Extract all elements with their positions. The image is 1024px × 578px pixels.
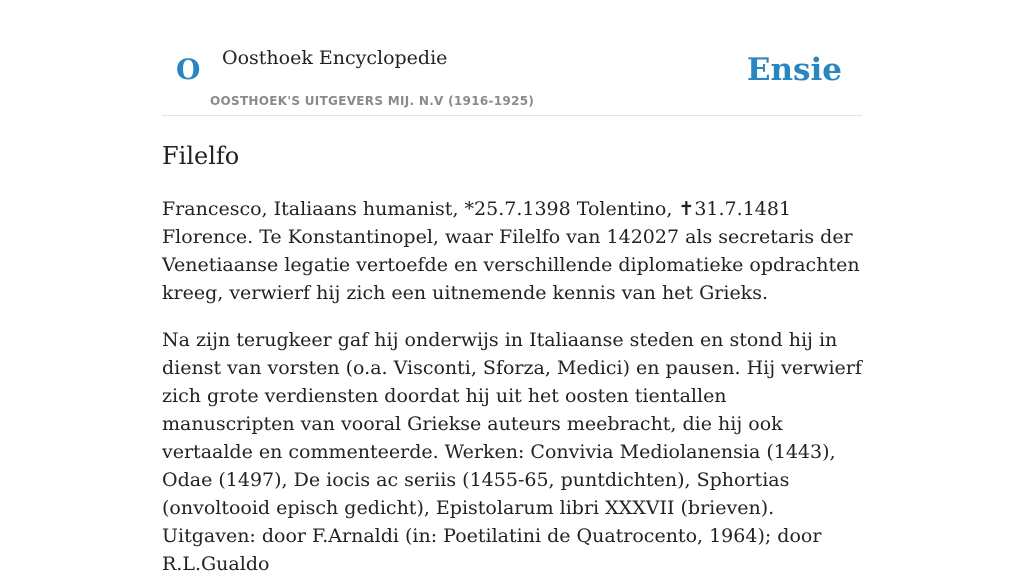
publication-subtitle: OOSTHOEK'S UITGEVERS MIJ. N.V (1916-1925): [210, 94, 535, 108]
publication-logo[interactable]: O: [176, 53, 201, 86]
entry-body: [162, 195, 862, 578]
entry-paragraph: Francesco, Italiaans humanist, *25.7.1398 Tolentino, ✝31.7.1481 Florence. Te Konstantinopel, waar Filelfo van 142027 als secretaris der Venetiaanse legatie vertoefde en verschillende diplomatieke opdrachten kreeg, verwierf hij zich een uitnemende kennis van het Grieks.: [162, 198, 860, 304]
site-header: [162, 0, 862, 116]
page-container: [162, 0, 862, 578]
entry-paragraph: Na zijn terugkeer gaf hij onderwijs in Italiaanse steden en stond hij in dienst van vorsten (o.a. Visconti, Sforza, Medici) en pausen. Hij verwierf zich grote verdiensten doordat hij uit het oosten tientallen manuscripten van vooral Griekse auteurs meebracht, die hij ook vertaalde en commenteerde. Werken: Convivia Mediolanensia (1443), Odae (1497), De iocis ac seriis (1455-65, puntdichten), Sphortias (onvoltooid episch gedicht), Epistolarum libri XXXVII (brieven). Uitgaven: door F.Arnaldi (in: Poetilatini de Quatrocento, 1964); door R.L.Gualdo: [162, 329, 862, 575]
ensie-logo-link[interactable]: Ensie: [746, 52, 842, 88]
publication-title[interactable]: Oosthoek Encyclopedie: [222, 47, 448, 69]
entry-title: Filelfo: [162, 142, 240, 170]
